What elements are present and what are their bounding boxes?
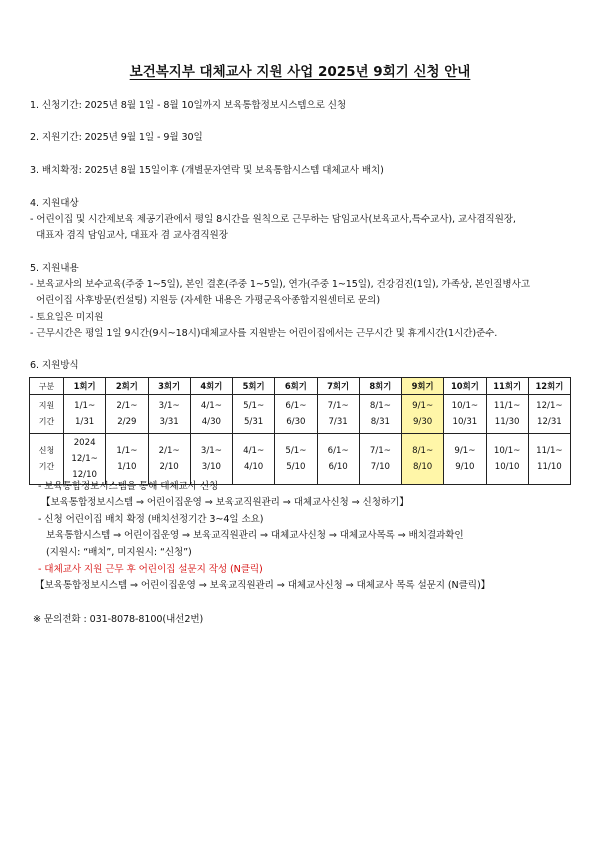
apply-cell-line: 7/1~ — [369, 446, 391, 456]
apply-cell-line: 11/1~ — [536, 446, 563, 456]
support-cell-line: 10/1~ — [451, 401, 479, 411]
apply-cell-line: 8/10 — [412, 462, 433, 472]
support-cell-3 — [148, 395, 190, 434]
apply-period-row — [30, 434, 571, 485]
apply-cell-line: 10/1~ — [493, 446, 521, 456]
support-cell-line: 4/30 — [201, 417, 222, 427]
schedule-table — [29, 377, 571, 485]
support-cell-line: 12/1~ — [536, 401, 563, 411]
support-cell-line: 1/31 — [74, 417, 95, 427]
apply-cell-line: 11/10 — [536, 462, 562, 472]
apply-cell-3 — [148, 434, 190, 485]
support-cell-line: 5/31 — [243, 417, 264, 427]
apply-label-line-1: 신청 — [38, 446, 55, 455]
apply-label-line-2: 기간 — [38, 462, 55, 471]
method-heading: 6. 지원방식 — [30, 360, 79, 371]
round-header-9: 9회기 — [402, 378, 444, 395]
apply-cell-line: 6/1~ — [327, 446, 349, 456]
support-cell-line: 7/1~ — [327, 401, 349, 411]
round-header-4: 4회기 — [190, 378, 232, 395]
apply-cell-1 — [64, 434, 106, 485]
note-3-path: 【보육통합정보시스템 ⇒ 어린이집운영 ⇒ 보육교직원관리 ⇒ 대체교사신청 ⇒ 대체교사 목록 설문지 (N클릭)】 — [35, 580, 491, 591]
apply-cell-line: 3/1~ — [200, 446, 222, 456]
apply-cell-line: 5/1~ — [285, 446, 307, 456]
apply-cell-9 — [402, 434, 444, 485]
support-cell-line: 8/31 — [370, 417, 391, 427]
support-cell-12 — [528, 395, 570, 434]
support-cell-line: 3/31 — [159, 417, 179, 427]
apply-cell-line: 9/1~ — [454, 446, 476, 456]
placement-confirm: 3. 배치확정: 2025년 8월 15일이후 (개별문자연락 및 보육통합시스템 대체교사 배치) — [30, 165, 384, 176]
round-header-5: 5회기 — [233, 378, 275, 395]
apply-cell-6 — [275, 434, 317, 485]
content-line-3: - 토요일은 미지원 — [30, 312, 104, 323]
apply-period: 1. 신청기간: 2025년 8월 1일 - 8월 10일까지 보육통합정보시스템으로 신청 — [30, 100, 347, 111]
apply-cell-line: 12/10 — [72, 470, 98, 480]
note-1-path: 【보육통합정보시스템 ⇒ 어린이집운영 ⇒ 보육교직원관리 ⇒ 대체교사신청 ⇒ 신청하기】 — [41, 497, 409, 508]
support-cell-5 — [233, 395, 275, 434]
round-header-6: 6회기 — [275, 378, 317, 395]
note-1: - 보육통합정보시스템을 통해 대체교사 신청 — [38, 481, 219, 492]
apply-cell-line: 10/10 — [494, 462, 520, 472]
apply-cell-12 — [528, 434, 570, 485]
apply-cell-8 — [359, 434, 401, 485]
apply-cell-line: 4/10 — [243, 462, 264, 472]
document-title-text: 보건복지부 대체교사 지원 사업 2025년 9회기 신청 안내 — [129, 64, 471, 80]
support-cell-line: 10/31 — [452, 417, 478, 427]
note-2-status: (지원시: “배치”, 미지원시: “신청”) — [46, 547, 192, 558]
apply-cell-line: 7/10 — [370, 462, 391, 472]
support-cell-line: 2/1~ — [116, 401, 138, 411]
support-cell-7 — [317, 395, 359, 434]
apply-cell-line: 1/1~ — [116, 446, 138, 456]
round-header-11: 11회기 — [486, 378, 528, 395]
table-header-label: 구분 — [30, 378, 64, 395]
support-cell-line: 12/31 — [536, 417, 562, 427]
note-2: - 신청 어린이집 배치 확정 (배치선정기간 3~4일 소요) — [38, 514, 264, 525]
support-label-line-2: 기간 — [38, 417, 55, 426]
support-label-line-1: 지원 — [38, 401, 55, 410]
support-cell-2 — [106, 395, 148, 434]
apply-cell-2 — [106, 434, 148, 485]
support-cell-line: 5/1~ — [243, 401, 265, 411]
target-heading: 4. 지원대상 — [30, 198, 79, 209]
note-2-path: 보육통합시스템 ⇒ 어린이집운영 ⇒ 보육교직원관리 ⇒ 대체교사신청 ⇒ 대체교사목록 ⇒ 배치결과확인 — [46, 530, 464, 541]
note-3-survey: - 대체교사 지원 근무 후 어린이집 설문지 작성 (N클릭) — [38, 564, 263, 575]
contact-phone: ※ 문의전화 : 031-8078-8100(내선2번) — [33, 614, 204, 625]
support-period: 2. 지원기간: 2025년 9월 1일 - 9월 30일 — [30, 132, 203, 143]
apply-cell-line: 1/10 — [117, 462, 137, 472]
apply-cell-line: 8/1~ — [412, 446, 434, 456]
support-cell-line: 11/30 — [494, 417, 520, 427]
apply-cell-line: 12/1~ — [71, 454, 98, 464]
target-line-2: 대표자 겸직 담임교사, 대표자 겸 교사겸직원장 — [36, 230, 228, 241]
support-cell-line: 6/30 — [286, 417, 306, 427]
apply-cell-10 — [444, 434, 486, 485]
content-line-2: 어린이집 사후방문(컨설팅) 지원등 (자세한 내용은 가평군육아종합지원센터로 문의) — [36, 295, 380, 306]
apply-cell-line: 2/1~ — [158, 446, 180, 456]
apply-cell-line: 3/10 — [201, 462, 222, 472]
support-period-label — [30, 395, 64, 434]
round-header-3: 3회기 — [148, 378, 190, 395]
apply-cell-line: 5/10 — [286, 462, 306, 472]
support-cell-1 — [64, 395, 106, 434]
apply-cell-11 — [486, 434, 528, 485]
support-cell-line: 8/1~ — [369, 401, 391, 411]
support-cell-line: 4/1~ — [200, 401, 222, 411]
support-cell-line: 7/31 — [328, 417, 348, 427]
apply-cell-5 — [233, 434, 275, 485]
support-cell-line: 9/1~ — [412, 401, 434, 411]
apply-cell-line: 9/10 — [455, 462, 475, 472]
support-cell-line: 6/1~ — [285, 401, 307, 411]
apply-cell-line: 4/1~ — [243, 446, 265, 456]
round-header-2: 2회기 — [106, 378, 148, 395]
support-cell-line: 1/1~ — [74, 401, 96, 411]
support-cell-line: 2/29 — [117, 417, 137, 427]
content-heading: 5. 지원내용 — [30, 263, 79, 274]
support-cell-8 — [359, 395, 401, 434]
apply-cell-line: 6/10 — [328, 462, 348, 472]
content-line-4: - 근무시간은 평일 1일 9시간(9시~18시)대체교사를 지원받는 어린이집에서는 근무시간 및 휴게시간(1시간)준수. — [30, 328, 498, 339]
round-header-8: 8회기 — [359, 378, 401, 395]
support-cell-line: 3/1~ — [158, 401, 180, 411]
support-cell-4 — [190, 395, 232, 434]
round-header-7: 7회기 — [317, 378, 359, 395]
support-cell-line: 9/30 — [412, 417, 433, 427]
support-cell-10 — [444, 395, 486, 434]
apply-cell-7 — [317, 434, 359, 485]
support-cell-11 — [486, 395, 528, 434]
support-period-row — [30, 395, 571, 434]
content-line-1: - 보육교사의 보수교육(주중 1~5일), 본인 결혼(주중 1~5일), 연가(주중 1~15일), 건강검진(1일), 가족상, 본인질병사고 — [30, 279, 530, 290]
apply-period-label — [30, 434, 64, 485]
target-line-1: - 어린이집 및 시간제보육 제공기관에서 평일 8시간을 원칙으로 근무하는 담임교사(보육교사,특수교사), 교사겸직원장, — [30, 214, 516, 225]
apply-cell-line: 2/10 — [159, 462, 179, 472]
support-cell-6 — [275, 395, 317, 434]
table-header-row — [30, 378, 571, 395]
support-cell-9 — [402, 395, 444, 434]
round-header-1: 1회기 — [64, 378, 106, 395]
round-header-10: 10회기 — [444, 378, 486, 395]
document-title — [0, 60, 600, 80]
round-header-12: 12회기 — [528, 378, 570, 395]
apply-cell-line: 2024 — [73, 438, 96, 448]
apply-cell-4 — [190, 434, 232, 485]
support-cell-line: 11/1~ — [493, 401, 521, 411]
